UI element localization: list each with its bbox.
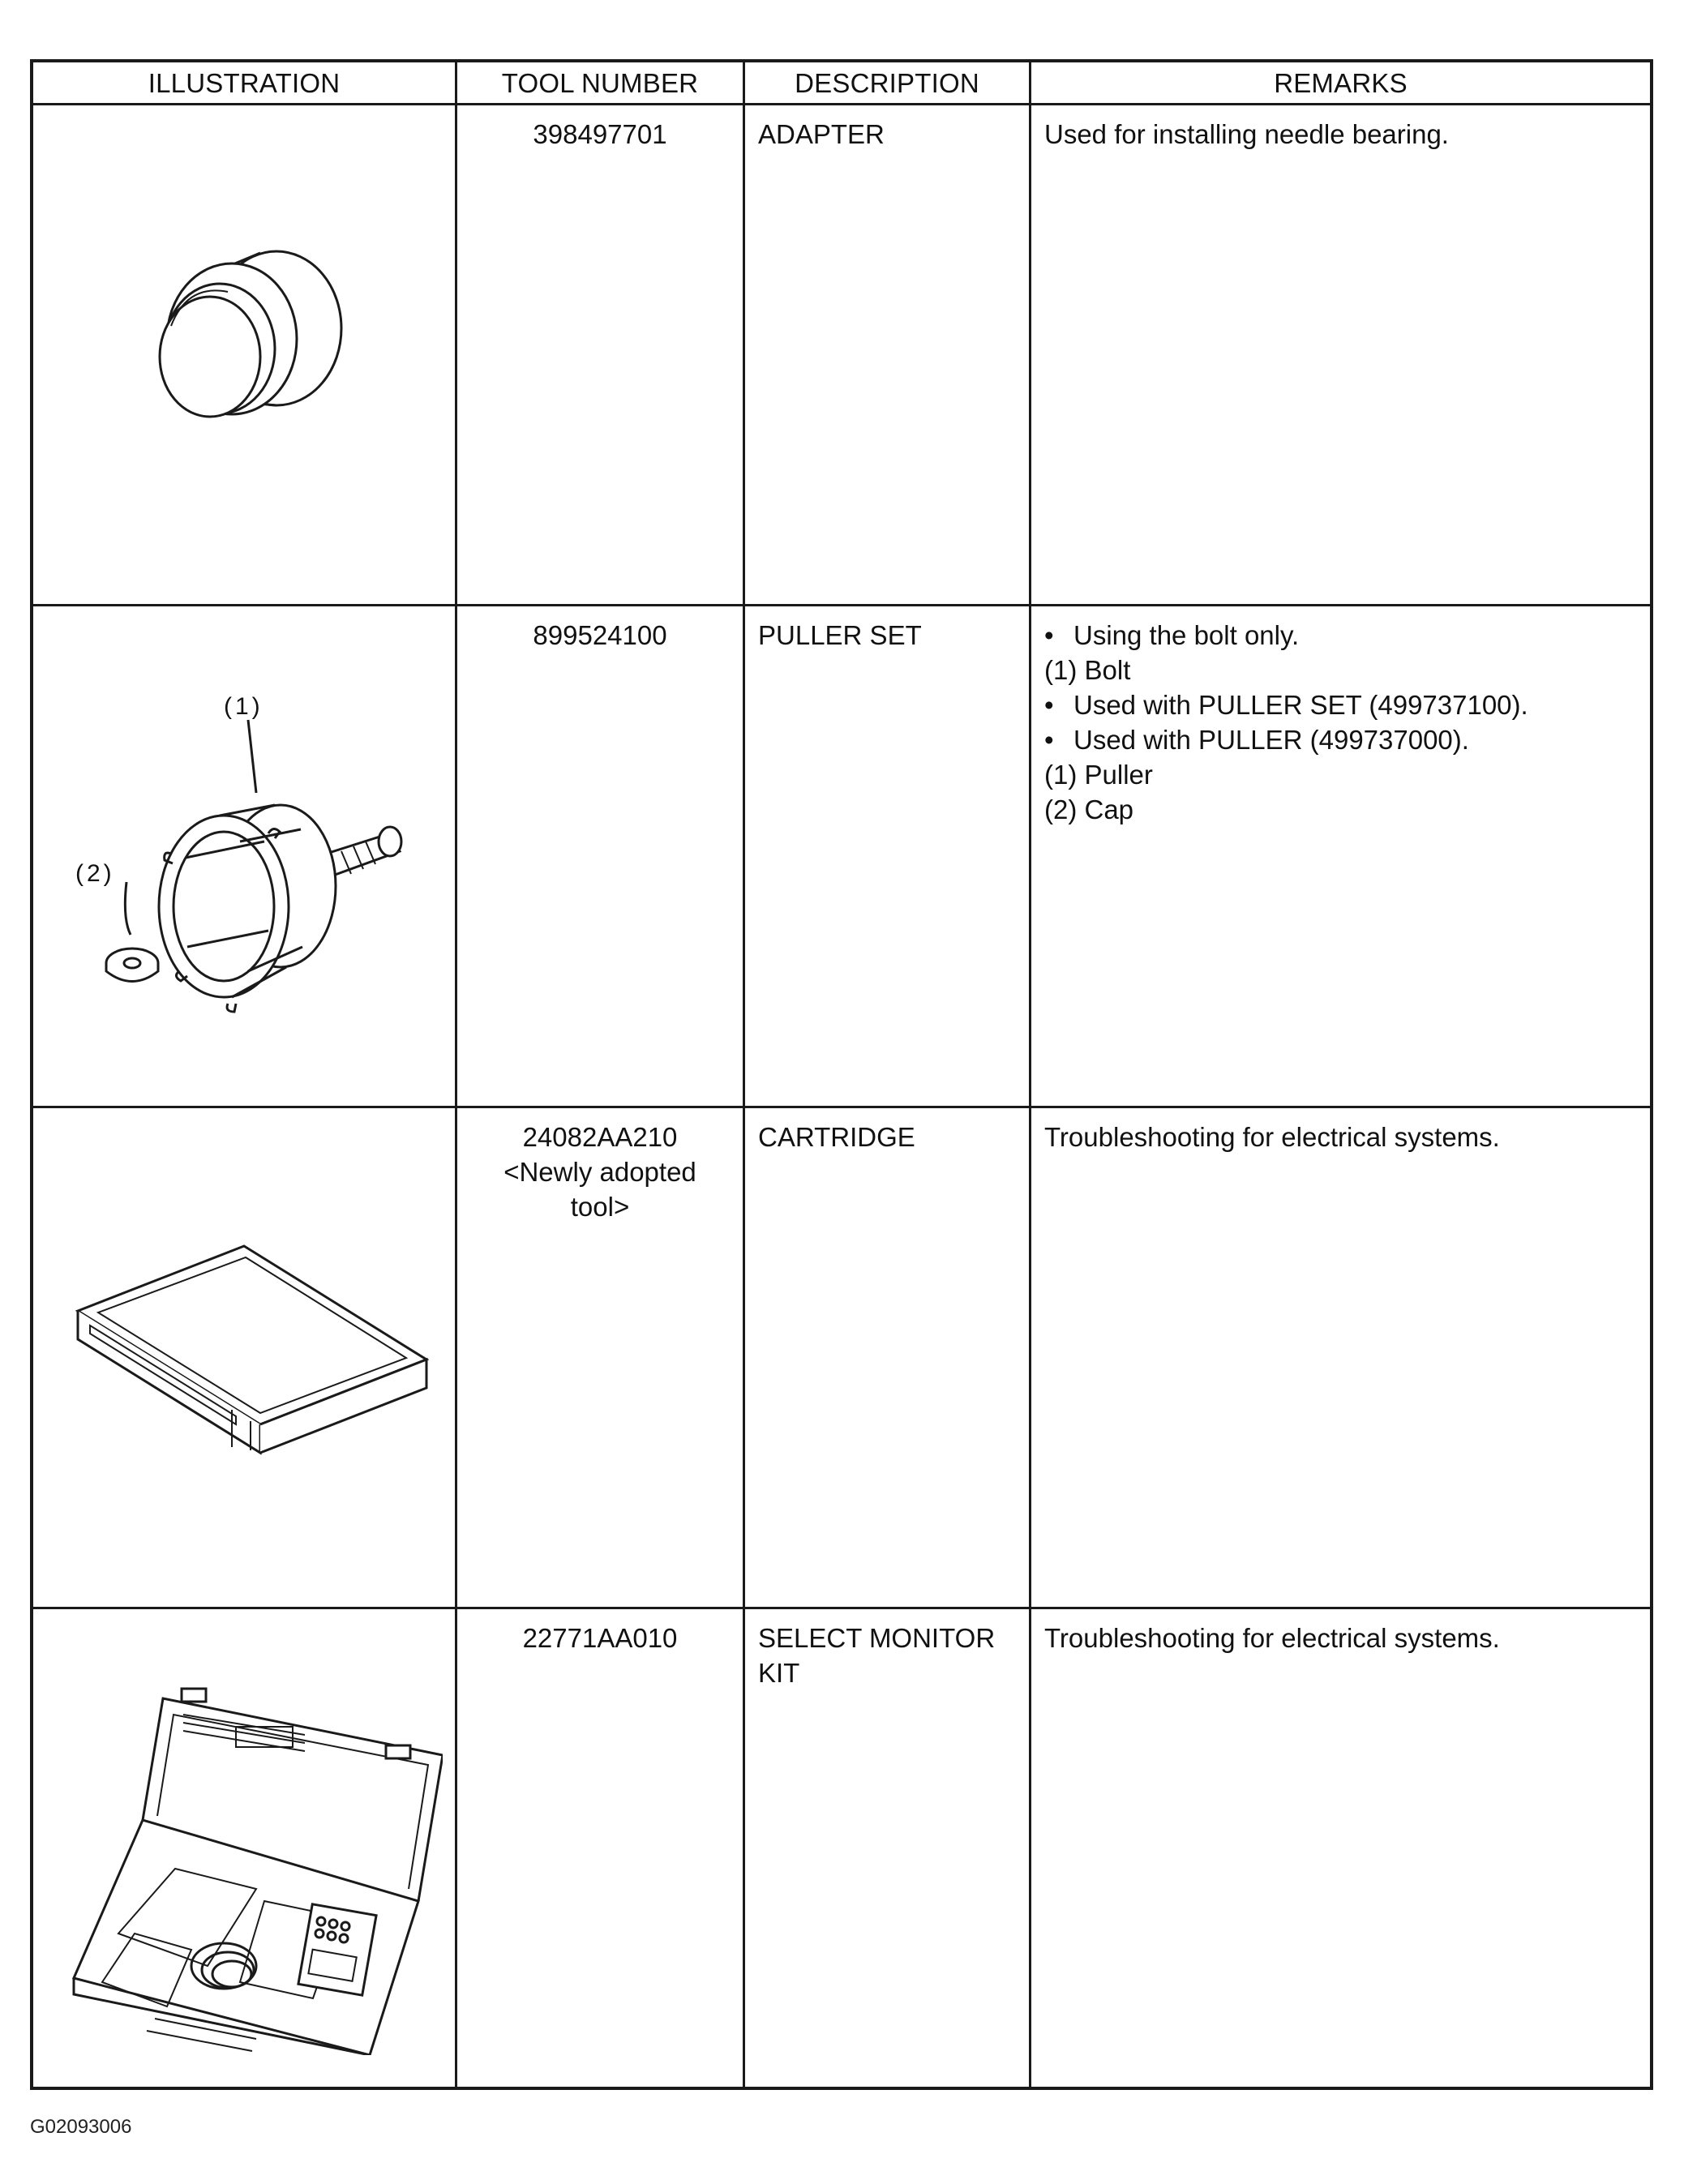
illustration-cell <box>33 105 455 604</box>
description-text: KIT <box>758 1658 800 1688</box>
tool-number: 398497701 <box>533 119 667 149</box>
remark-line: Troubleshooting for electrical systems. <box>1044 1623 1500 1653</box>
special-tools-table <box>30 59 1653 2090</box>
tool-note: tool> <box>570 1192 630 1222</box>
table-row <box>33 105 1650 604</box>
table-row <box>33 1108 1650 1607</box>
callout-1: (1) <box>224 693 264 720</box>
header-illustration: ILLUSTRATION <box>148 68 341 98</box>
description-cell <box>745 1609 1029 2088</box>
remarks-cell <box>1031 606 1650 1106</box>
remarks-cell <box>1031 1108 1650 1607</box>
description-cell <box>745 1108 1029 1607</box>
tool-number-cell <box>457 1609 743 2088</box>
description-text: ADAPTER <box>758 119 885 149</box>
illustration-cell <box>33 606 455 1106</box>
tool-number-cell <box>457 1108 743 1607</box>
figure-code: G02093006 <box>30 2116 132 2138</box>
tool-number-cell <box>457 105 743 604</box>
bullet: • <box>1044 620 1054 650</box>
remark-line: Troubleshooting for electrical systems. <box>1044 1122 1500 1152</box>
remark-line: (2) Cap <box>1044 794 1134 824</box>
callout-2: (2) <box>75 860 115 887</box>
remark-line: Used for installing needle bearing. <box>1044 119 1449 149</box>
select-monitor-kit-drawing <box>62 1674 443 2055</box>
tool-number: 899524100 <box>533 620 667 650</box>
remark-line: • Using the bolt only. <box>1044 618 1650 653</box>
tool-note: <Newly adopted <box>503 1157 696 1187</box>
header-description: DESCRIPTION <box>795 68 979 98</box>
header-tool-number: TOOL NUMBER <box>501 68 699 98</box>
description-text: CARTRIDGE <box>758 1122 915 1152</box>
description-text: SELECT MONITOR <box>758 1623 996 1653</box>
remark-line: • Used with PULLER SET (499737100). <box>1044 687 1650 722</box>
cartridge-drawing <box>66 1222 439 1465</box>
description-text: PULLER SET <box>758 620 922 650</box>
remarks-cell <box>1031 105 1650 604</box>
illustration-cell <box>33 1609 455 2088</box>
description-cell <box>745 105 1029 604</box>
table-row <box>33 1609 1650 2088</box>
illustration-cell <box>33 1108 455 1607</box>
remark-line: (1) Puller <box>1044 760 1153 790</box>
remark-line: • Used with PULLER (499737000). <box>1044 722 1650 757</box>
tool-number-cell <box>457 606 743 1106</box>
table-row <box>33 606 1650 1106</box>
remark-line: (1) Bolt <box>1044 655 1131 685</box>
bullet: • <box>1044 690 1054 720</box>
header-remarks: REMARKS <box>1274 68 1408 98</box>
puller-set-drawing <box>66 712 447 1020</box>
tool-number: 24082AA210 <box>522 1122 678 1152</box>
tool-number: 22771AA010 <box>522 1623 678 1653</box>
description-cell <box>745 606 1029 1106</box>
remarks-cell <box>1031 1609 1650 2088</box>
bullet: • <box>1044 725 1054 755</box>
adapter-drawing <box>139 235 366 446</box>
